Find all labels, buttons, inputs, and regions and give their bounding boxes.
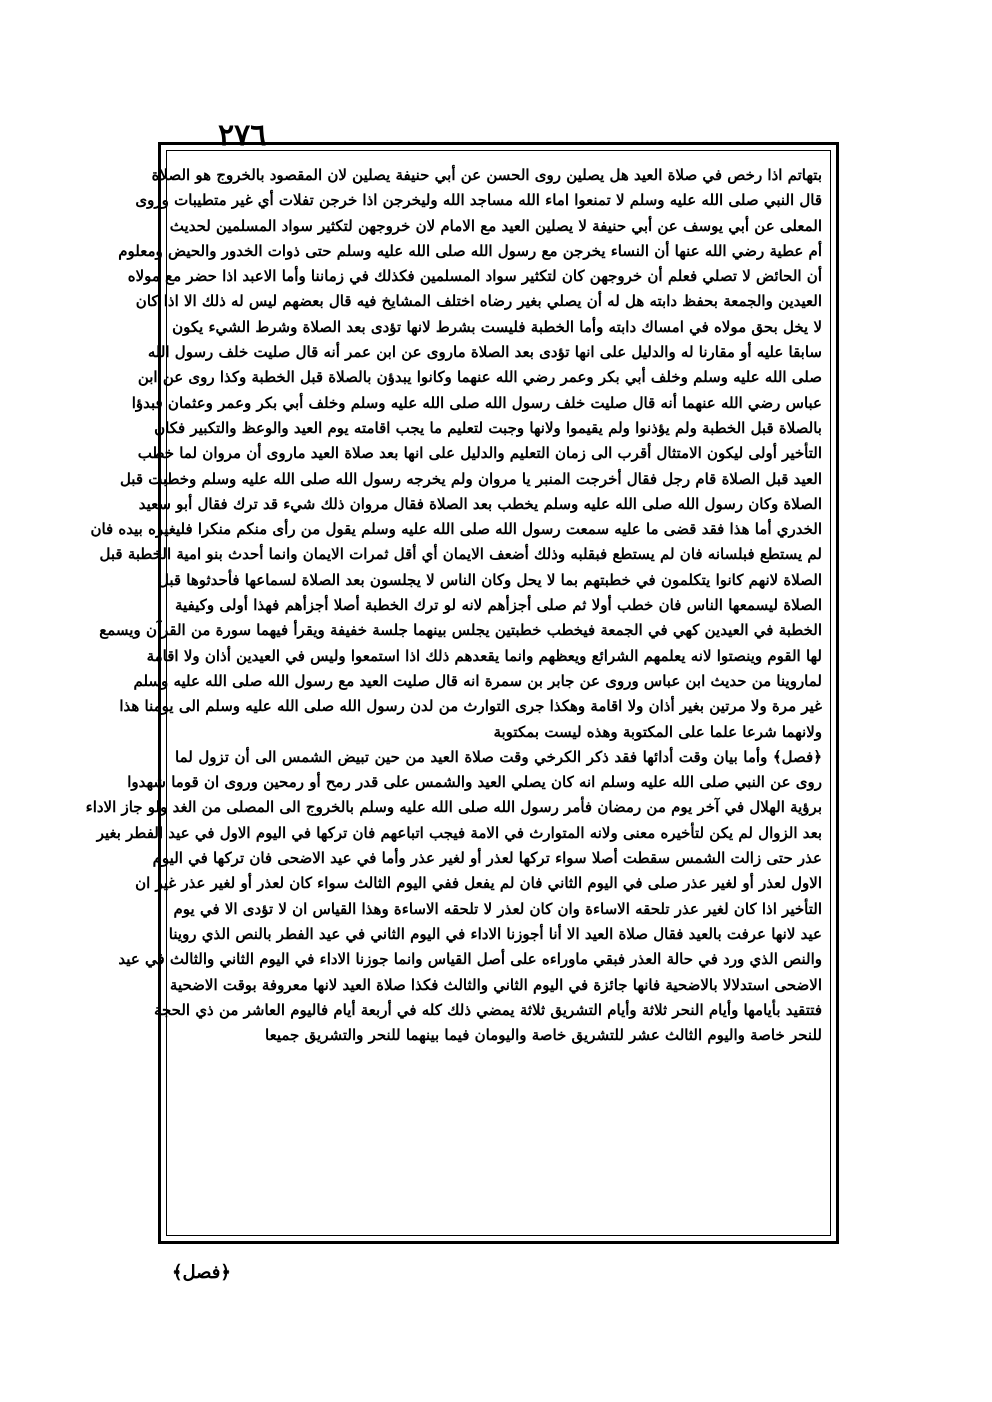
text-line: أن الحائض لا تصلي فعلم أن خروجهن كان لتكثير سواد المسلمين فكذلك في زماننا وأما الاعبد اذا حضر مع مولاه — [127, 267, 822, 286]
catchword: ﴿فصل﴾ — [172, 1262, 231, 1283]
text-line: والنص الذي ورد في حالة العذر فبقي ماوراءه على أصل القياس وانما جوزنا الاداء في اليوم الثاني والثالث في عيد — [118, 950, 822, 969]
text-line: العيدين والجمعة بحفظ دابته هل له أن يصلي بغير رضاه اختلف المشايخ فيه قال بعضهم ليس له ذلك الا اذا كان — [135, 292, 822, 311]
text-line: الخدري أما هذا فقد قضى ما عليه سمعت رسول الله صلى الله عليه وسلم يقول من رأى منكم منكرا فليغيره بيده فان — [90, 520, 822, 539]
text-line: عباس رضي الله عنهما أنه قال صليت خلف رسول الله صلى الله عليه وسلم وخلف أبي بكر وعمر وعثمان فبدؤا — [131, 393, 822, 412]
text-line: الصلاة وكان رسول الله صلى الله عليه وسلم يخطب بعد الصلاة فقال مروان ذلك شيء قد ترك فقال أبو سعيد — [138, 494, 822, 513]
text-line: بتهاتم اذا رخص في صلاة العيد هل يصلين روى الحسن عن أبي حنيفة يصلين لان المقصود بالخروج هو الصلاة — [151, 166, 822, 184]
text-line: العيد قبل الصلاة قام رجل فقال أخرجت المنبر يا مروان ولم يخرجه رسول الله صلى الله عليه وسلم وخطبت قبل — [119, 469, 822, 488]
text-line: لم يستطع فبلسانه فان لم يستطع فبقلبه وذلك أضعف الايمان أي أقل ثمرات الايمان وانما أحدث بنو امية الخطبة قبل — [99, 545, 822, 564]
text-line: برؤية الهلال في آخر يوم من رمضان فأمر رسول الله صلى الله عليه وسلم بالخروج الى المصلى من الغد ولو جاز الاداء — [85, 798, 822, 817]
body-text — [85, 163, 822, 1048]
text-line: لها القوم وينصتوا لانه يعلمهم الشرائع ويعظهم وانما يقعدهم ذلك اذا استمعوا وليس في العيدين أذان ولا اقامة — [146, 646, 822, 665]
text-line: الاول لعذر أو لغير عذر صلى في اليوم الثاني فان لم يفعل ففي اليوم الثالث سواء كان لعذر أو لغير عذر غير ان — [135, 874, 822, 893]
text-line: سابقا عليه أو مقارنا له والدليل على انها تؤدى بعد الصلاة ماروى عن ابن عمر أنه قال صليت خلف رسول الله — [147, 343, 822, 362]
text-line: عذر حتى زالت الشمس سقطت أصلا سواء تركها لعذر أو لغير عذر وأما في عيد الاضحى فان تركها في اليوم — [152, 849, 822, 868]
text-line: الاضحى استدلالا بالاضحية فانها جائزة في اليوم الثاني والثالث فكذا صلاة العيد لانها معروفة بوقت الاضحية — [169, 975, 822, 994]
page-frame — [85, 142, 839, 1244]
text-line: أم عطية رضي الله عنها أن النساء يخرجن مع رسول الله صلى الله عليه وسلم حتى ذوات الخدور والحيض ومعلوم — [118, 241, 822, 260]
text-line: عيد لانها عرفت بالعيد فقال صلاة العيد الا أنا أجوزنا الاداء في اليوم الثاني في عيد الفطر بالنص الذي روينا — [168, 924, 822, 943]
text-line: الصلاة لانهم كانوا يتكلمون في خطبتهم بما لا يحل وكان الناس لا يجلسون بعد الصلاة لسماعها فأحدثوها قبل — [158, 570, 822, 589]
text-line: ﴿فصل﴾ وأما بيان وقت أدائها فقد ذكر الكرخي وقت صلاة العيد من حين تبيض الشمس الى أن تزول لما — [175, 747, 822, 766]
page-number: ٢٧٦ — [218, 118, 267, 153]
text-line: التأخير أولى ليكون الامتثال أقرب الى زمان التعليم والدليل على انها بعد صلاة العيد ماروى أن مروان لما خطب — [137, 444, 822, 463]
text-line: لماروينا من حديث ابن عباس وروى عن جابر بن سمرة انه قال صليت العيد مع رسول الله صلى الله عليه وسلم — [133, 671, 822, 690]
text-line: الصلاة ليسمعها الناس فان خطب أولا ثم صلى أجزأهم لانه لو ترك الخطبة أصلا أجزأهم فهذا أولى وكيفية — [175, 596, 822, 615]
text-line: لا يخل بحق مولاه في امساك دابته وأما الخطبة فليست بشرط لانها تؤدى بعد الصلاة وشرط الشيء يكون — [172, 317, 822, 336]
text-line: للنحر خاصة واليوم الثالث عشر للتشريق خاصة واليومان فيما بينهما للنحر والتشريق جميعا — [265, 1026, 822, 1045]
text-line: المعلى عن أبي يوسف عن أبي حنيفة لا يصلين العيد مع الامام لان خروجهن لتكثير سواد المسلمين لحديث — [169, 216, 822, 235]
text-line: صلى الله عليه وسلم وخلف أبي بكر وعمر رضي الله عنهما وكانوا يبدؤن بالصلاة قبل الخطبة وكذا روى عن ابن — [137, 368, 822, 387]
text-line: فتتقيد بأيامها وأيام النحر ثلاثة وأيام التشريق ثلاثة يمضي ذلك كله في أربعة أيام فاليوم العاشر من ذي الحجة — [153, 1000, 822, 1019]
text-line: قال النبي صلى الله عليه وسلم لا تمنعوا اماء الله مساجد الله وليخرجن اذا خرجن تفلات أي غير متطيبات وروى — [135, 191, 822, 210]
text-line: بعد الزوال لم يكن لتأخيره معنى ولانه المتوارث في الامة فيجب اتباعهم فان تركها في اليوم الاول في عيد الفطر بغير — [96, 823, 822, 842]
text-line: غير مرة ولا مرتين بغير أذان ولا اقامة وهكذا جرى التوارث من لدن رسول الله صلى الله عليه وسلم الى يومنا هذا — [119, 697, 822, 716]
text-line: روى عن النبي صلى الله عليه وسلم انه كان يصلي العيد والشمس على قدر رمح أو رمحين وروى ان قوما شهدوا — [127, 773, 822, 792]
text-line: الخطبة في العيدين كهي في الجمعة فيخطب خطبتين يجلس بينهما جلسة خفيفة ويقرأ فيهما سورة من القرآن ويسمع — [99, 621, 822, 640]
text-line: التأخير اذا كان لغير عذر تلحقه الاساءة وان كان لعذر لا تلحقه الاساءة وهذا القياس ان لا تؤدى الا في يوم — [173, 899, 822, 918]
text-line: ولانهما شرعا علما على المكتوبة وهذه ليست بمكتوبة — [493, 722, 822, 741]
text-line: بالصلاة قبل الخطبة ولم يؤذنوا ولم يقيموا ولانها وجبت لتعليم ما يجب اقامته يوم العيد والوعظ والتكبير فكان — [154, 418, 822, 437]
